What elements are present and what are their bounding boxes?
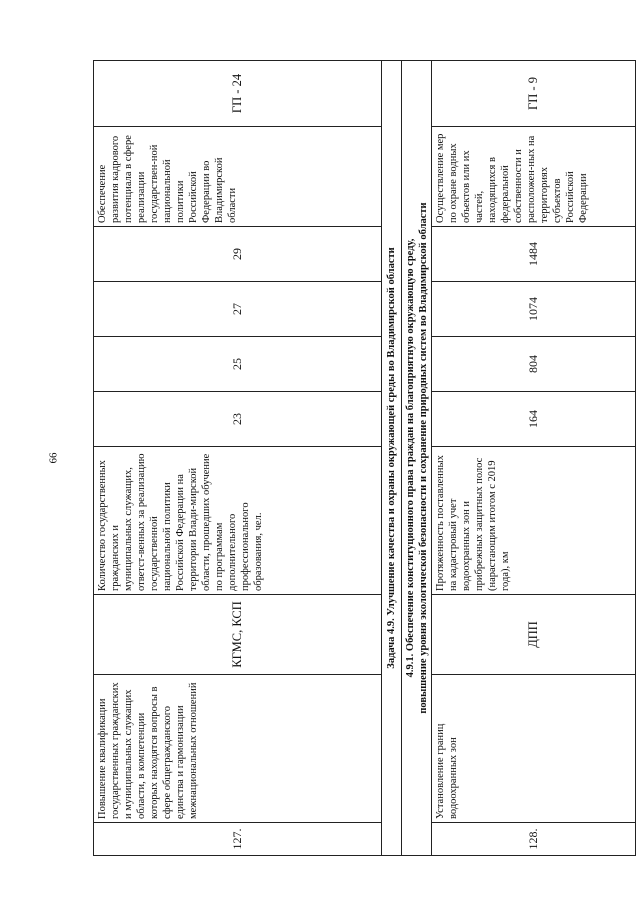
page-number: 66 — [47, 452, 60, 464]
program-code: ГП - 24 — [94, 61, 382, 127]
subtask-title-line-1: 4.9.1. Обеспечение конституционного права граждан на благоприятную окружающую среду, — [404, 238, 416, 678]
indicator: Количество государственных гражданских и муниципальных служащих, ответст-венных за реализацию государственной национальной политики Российской Федерации на территории Влади-мирской области, прошедших обучение по программам дополнительного профессионального образования, чел. — [94, 447, 382, 595]
table-row — [94, 61, 382, 856]
task-title: Задача 4.9. Улучшение качества и охраны окружающей среды во Владимирской области — [382, 61, 402, 856]
value-4: 29 — [94, 227, 382, 282]
measure-name: Установление границ водоохранных зон — [432, 675, 636, 823]
plan-table — [93, 60, 636, 856]
executor: КГМС, КСП — [94, 595, 382, 675]
section-title-row — [382, 61, 402, 856]
rotated-table-container — [93, 61, 635, 856]
row-number: 128. — [432, 823, 636, 856]
value-2: 804 — [432, 337, 636, 392]
measure-name: Повышение квалификации государственных гражданских и муниципальных служащих области, в компетенции которых находятся вопросы в сфере общегражданского единства и гармонизации межнациональных отношений — [94, 675, 382, 823]
table-row — [432, 61, 636, 856]
value-1: 164 — [432, 392, 636, 447]
row-number: 127. — [94, 823, 382, 856]
value-3: 1074 — [432, 282, 636, 337]
program-code: ГП - 9 — [432, 61, 636, 127]
indicator: Протяженность поставленных на кадастровый учет водоохранных зон и прибрежных защитных полос (нарастающим итогом с 2019 года), км — [432, 447, 636, 595]
executor: ДПП — [432, 595, 636, 675]
section-title-row — [402, 61, 432, 856]
subtask-title-line-2: повышение уровня экологической безопасности и сохранение природных систем во Владимирской области — [417, 202, 429, 714]
value-1: 23 — [94, 392, 382, 447]
value-3: 27 — [94, 282, 382, 337]
value-4: 1484 — [432, 227, 636, 282]
value-2: 25 — [94, 337, 382, 392]
goal: Осуществление мер по охране водных объектов или их частей, находящихся в федеральной собственности и расположен-ных на территориях субъектов Российской Федерации — [432, 127, 636, 227]
goal: Обеспечение развития кадрового потенциала в сфере реализации государствен-ной национальной политики Российской Федерации во Владимирской области — [94, 127, 382, 227]
subtask-title — [402, 61, 432, 856]
